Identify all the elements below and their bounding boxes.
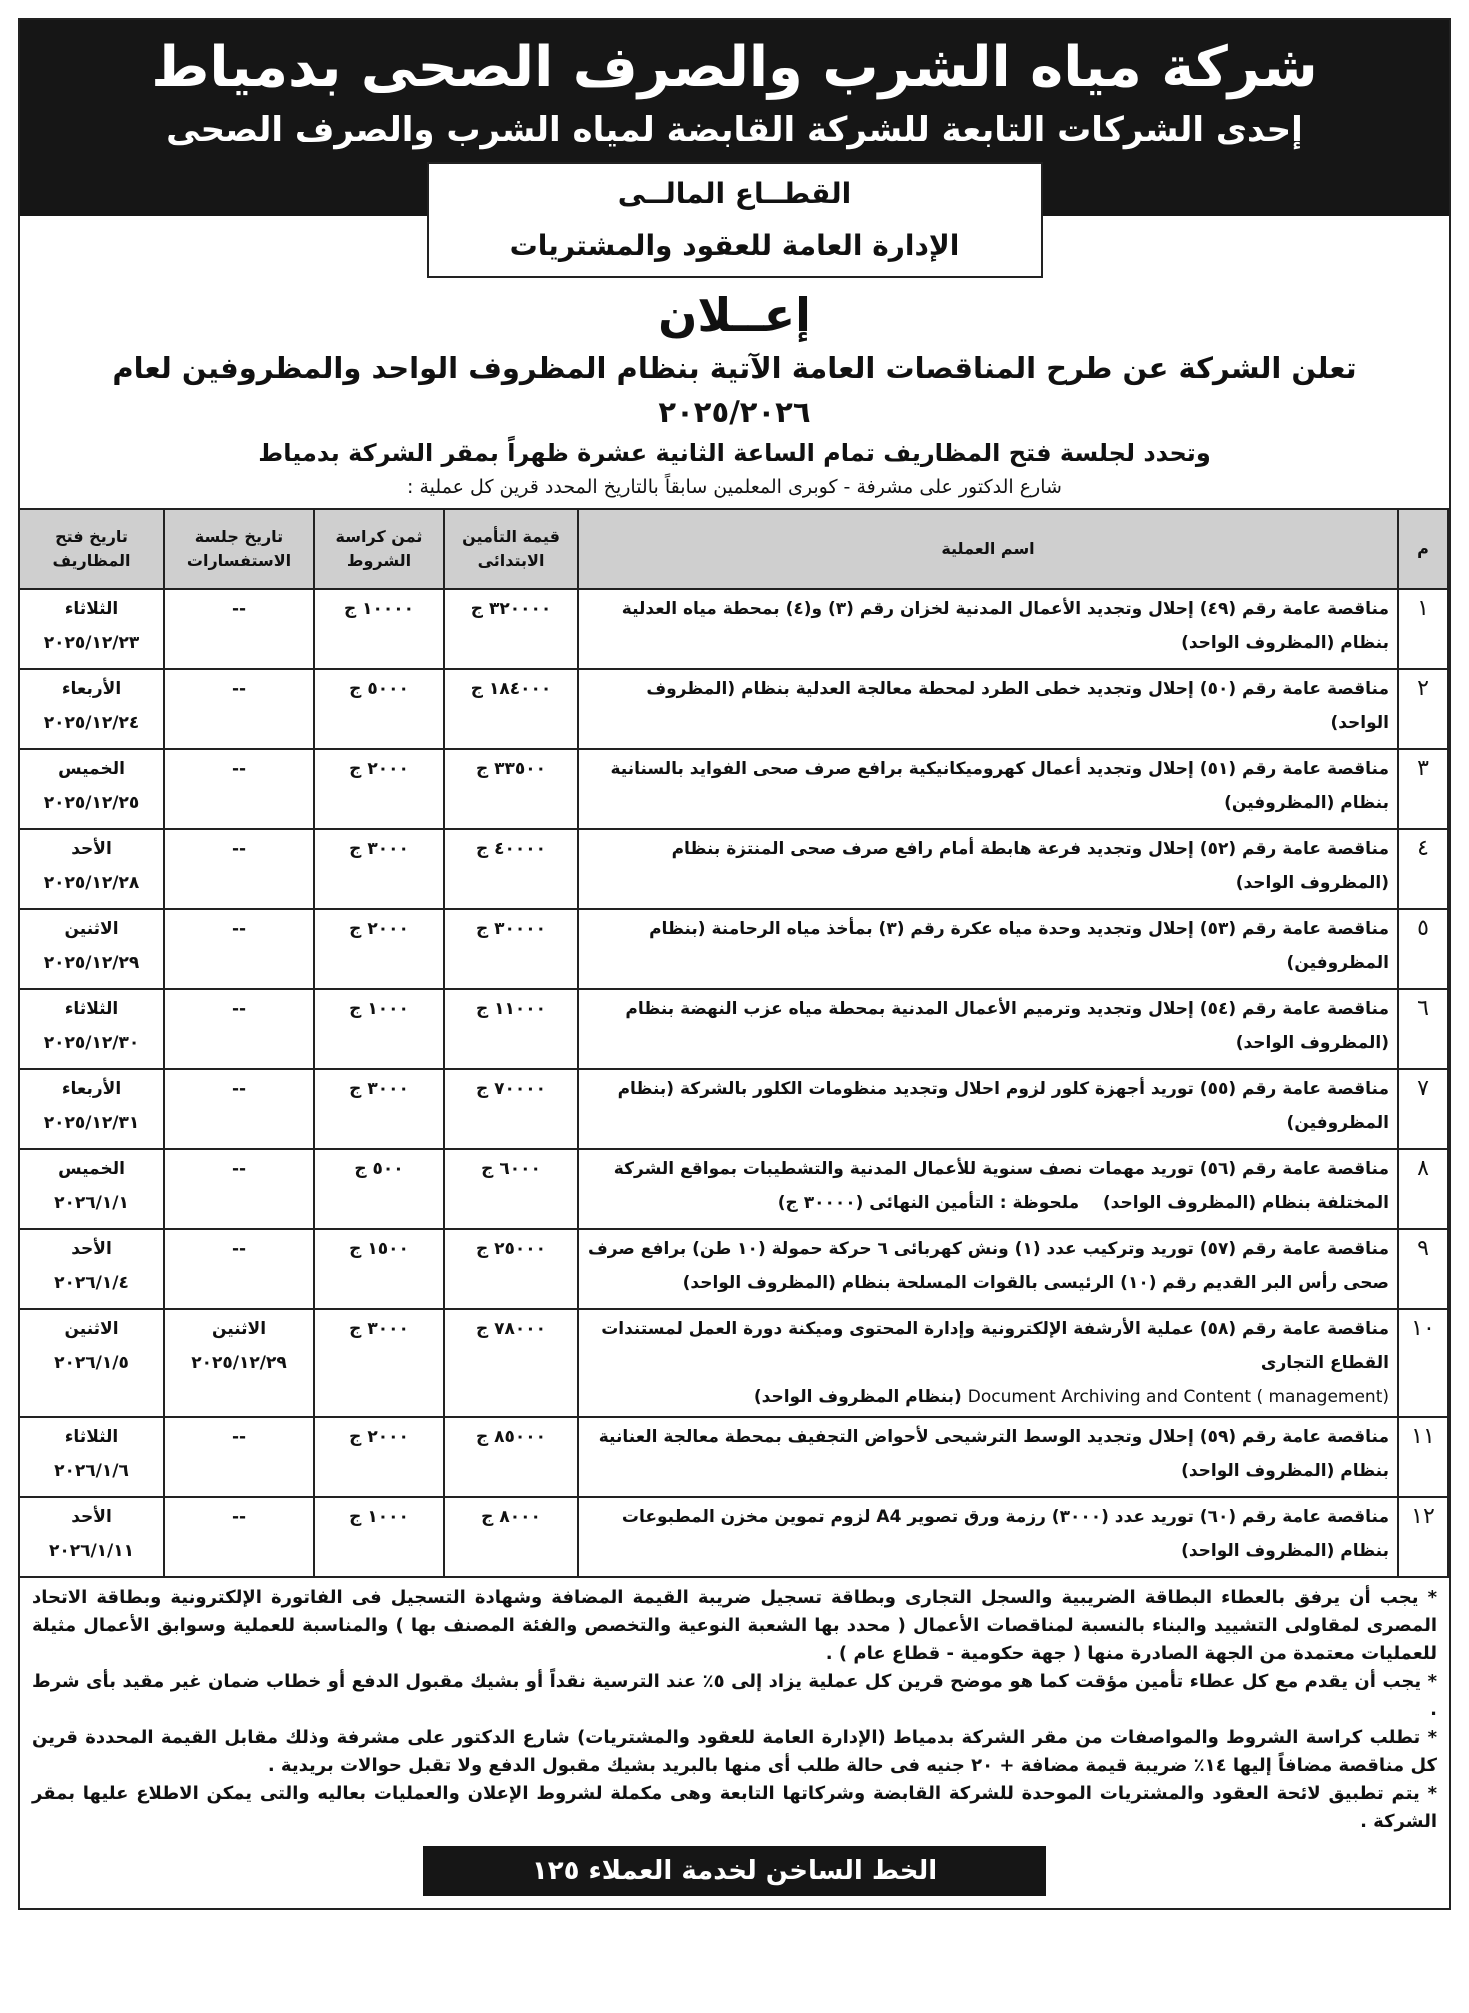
insurance-value: ٢٥٠٠٠ ج [444, 1229, 578, 1309]
inquiry-date: -- [231, 759, 247, 779]
row-number: ٣ [1398, 749, 1448, 829]
header-inquiry: تاريخ جلسة الاستفسارات [164, 509, 314, 589]
company-name: شركة مياه الشرب والصرف الصحى بدمياط [151, 35, 1318, 100]
opening-cell [19, 989, 164, 1069]
inquiry-cell [164, 1497, 314, 1577]
table-row [19, 1309, 1448, 1417]
opening-day: الثلاثاء [64, 999, 119, 1019]
table-row [19, 589, 1448, 669]
announcement-line-1: تعلن الشركة عن طرح المناقصات العامة الآتية بنظام المظروف الواحد والمظروفين لعام ٢٠٢٥/٢٠٢٦ [112, 351, 1357, 429]
opening-day: الثلاثاء [64, 1427, 119, 1447]
opening-date: ٢٠٢٥/١٢/٢٣ [43, 633, 140, 653]
inquiry-date: -- [231, 1427, 247, 1447]
opening-date: ٢٠٢٥/١٢/٢٥ [43, 793, 140, 813]
booklet-price: ٥٠٠ ج [314, 1149, 444, 1229]
tender-name: مناقصة عامة رقم (٥٢) إحلال وتجديد فرعة هابطة أمام رافع صرف صحى المنتزة بنظام (المظروف الواحد) [671, 839, 1389, 893]
inquiry-date: -- [231, 839, 247, 859]
table-row [19, 1417, 1448, 1497]
table-row [19, 989, 1448, 1069]
inquiry-date: -- [231, 1239, 247, 1259]
note: * يتم تطبيق لائحة العقود والمشتريات الموحدة للشركة القابضة وشركاتها التابعة وهى مكملة لشروط الإعلان والعمليات بعاليه والتى يمكن الاطلاع عليها بمقر الشركة . [32, 1783, 1437, 1832]
opening-day: الأربعاء [61, 679, 122, 699]
inquiry-date: -- [231, 1507, 247, 1527]
inquiry-date: ٢٠٢٥/١٢/٢٩ [191, 1353, 287, 1373]
ad-border [18, 18, 1451, 1910]
table-header-row [19, 509, 1448, 589]
inquiry-cell [164, 589, 314, 669]
inquiry-cell [164, 669, 314, 749]
tender-name: مناقصة عامة رقم (٥٣) إحلال وتجديد وحدة مياه عكرة رقم (٣) بمأخذ مياه الرحامنة (بنظام المظروفين) [649, 919, 1389, 973]
opening-day: الاثنين [64, 1319, 119, 1339]
notes [20, 1578, 1449, 1840]
header-opening: تاريخ فتح المظاريف [19, 509, 164, 589]
booklet-price: ٢٠٠٠ ج [314, 1417, 444, 1497]
opening-date: ٢٠٢٥/١٢/٢٤ [43, 713, 140, 733]
opening-date: ٢٠٢٥/١٢/٣١ [43, 1113, 140, 1133]
booklet-price: ٣٠٠٠ ج [314, 1069, 444, 1149]
opening-day: الأحد [71, 839, 112, 859]
opening-cell [19, 589, 164, 669]
department-box [427, 162, 1043, 278]
tender-name: مناقصة عامة رقم (٥١) إحلال وتجديد أعمال كهروميكانيكية برافع صرف صحى الفوايد بالسنانية بنظام (المظروفين) [610, 759, 1389, 813]
inquiry-date: -- [231, 1079, 247, 1099]
booklet-price: ٥٠٠٠ ج [314, 669, 444, 749]
tender-name-tail: (بنظام المظروف الواحد) [753, 1387, 962, 1407]
tender-name-cell [578, 989, 1398, 1069]
insurance-value: ٣٢٠٠٠٠ ج [444, 589, 578, 669]
row-number: ٨ [1398, 1149, 1448, 1229]
tender-name-cell [578, 669, 1398, 749]
table-row [19, 1149, 1448, 1229]
opening-date: ٢٠٢٥/١٢/٣٠ [43, 1033, 140, 1053]
row-number: ٦ [1398, 989, 1448, 1069]
opening-cell [19, 669, 164, 749]
insurance-value: ١١٠٠٠ ج [444, 989, 578, 1069]
table-row [19, 909, 1448, 989]
insurance-value: ٨٠٠٠ ج [444, 1497, 578, 1577]
booklet-price: ٣٠٠٠ ج [314, 829, 444, 909]
header-banner [20, 20, 1449, 278]
opening-cell [19, 829, 164, 909]
department-name: الإدارة العامة للعقود والمشتريات [509, 229, 960, 262]
tender-name-cell [578, 909, 1398, 989]
tender-name-cell [578, 1149, 1398, 1229]
inquiry-date: -- [231, 679, 247, 699]
opening-day: الأحد [71, 1239, 112, 1259]
table-row [19, 1069, 1448, 1149]
booklet-price: ١٠٠٠٠ ج [314, 589, 444, 669]
insurance-value: ٣٣٥٠٠ ج [444, 749, 578, 829]
opening-day: الخميس [58, 759, 125, 779]
inquiry-date: -- [231, 999, 247, 1019]
header-booklet: ثمن كراسة الشروط [314, 509, 444, 589]
announcement-title: إعــلان [658, 288, 811, 342]
opening-date: ٢٠٢٥/١٢/٢٩ [43, 953, 140, 973]
tender-note: ملحوظة : التأمين النهائى (٣٠٠٠٠ ج) [777, 1193, 1080, 1213]
hotline-banner: الخط الساخن لخدمة العملاء ١٢٥ [423, 1846, 1046, 1896]
table-row [19, 1229, 1448, 1309]
insurance-value: ٧٨٠٠٠ ج [444, 1309, 578, 1417]
table-row [19, 749, 1448, 829]
tender-name: مناقصة عامة رقم (٥٧) توريد وتركيب عدد (١) ونش كهربائى ٦ حركة حمولة (١٠ طن) برافع صرف صحى رأس البر القديم رقم (١٠) الرئيسى بالقوات المسلحة بنظام (المظروف الواحد) [588, 1239, 1389, 1293]
inquiry-cell [164, 1149, 314, 1229]
inquiry-day: الاثنين [211, 1319, 267, 1339]
opening-cell [19, 1417, 164, 1497]
announcement-line-3: شارع الدكتور على مشرفة - كوبرى المعلمين سابقاً بالتاريخ المحدد قرين كل عملية : [407, 476, 1062, 498]
tender-name-english: Document Archiving and Content ( management) [967, 1387, 1389, 1407]
tender-name: مناقصة عامة رقم (٥٨) عملية الأرشفة الإلكترونية وإدارة المحتوى وميكنة دورة العمل لمستندات القطاع التجارى [601, 1319, 1389, 1373]
opening-date: ٢٠٢٦/١/٤ [54, 1273, 129, 1293]
opening-day: الأربعاء [61, 1079, 122, 1099]
opening-cell [19, 909, 164, 989]
opening-cell [19, 1309, 164, 1417]
opening-cell [19, 1069, 164, 1149]
inquiry-cell [164, 1069, 314, 1149]
tender-name-cell [578, 1229, 1398, 1309]
row-number: ٥ [1398, 909, 1448, 989]
booklet-price: ١٠٠٠ ج [314, 989, 444, 1069]
row-number: ٧ [1398, 1069, 1448, 1149]
inquiry-date: -- [231, 1159, 247, 1179]
row-number: ٩ [1398, 1229, 1448, 1309]
opening-cell [19, 749, 164, 829]
header-number: م [1398, 509, 1448, 589]
tender-name-cell [578, 1497, 1398, 1577]
insurance-value: ٧٠٠٠٠ ج [444, 1069, 578, 1149]
tender-name-cell [578, 829, 1398, 909]
insurance-value: ٦٠٠٠ ج [444, 1149, 578, 1229]
opening-date: ٢٠٢٥/١٢/٢٨ [43, 873, 140, 893]
tender-name: مناقصة عامة رقم (٥٥) توريد أجهزة كلور لزوم احلال وتجديد منظومات الكلور بالشركة (بنظام المظروفين) [617, 1079, 1389, 1133]
row-number: ٤ [1398, 829, 1448, 909]
note: * تطلب كراسة الشروط والمواصفات من مقر الشركة بدمياط (الإدارة العامة للعقود والمشتريات) شارع الدكتور على مشرفة وذلك مقابل القيمة المحددة قرين كل مناقصة مضافاً إليها ١٤٪ ضريبة قيمة مضافة + ٢٠ جنيه فى حالة طلب أى منها بالبريد بشيك مقبول الدفع ولا تقبل حوالات بريدية . [32, 1727, 1437, 1776]
row-number: ١١ [1398, 1417, 1448, 1497]
row-number: ٢ [1398, 669, 1448, 749]
booklet-price: ٢٠٠٠ ج [314, 909, 444, 989]
tender-name: مناقصة عامة رقم (٥٤) إحلال وتجديد وترميم الأعمال المدنية بمحطة مياه عزب النهضة بنظام (المظروف الواحد) [625, 999, 1389, 1053]
insurance-value: ١٨٤٠٠٠ ج [444, 669, 578, 749]
opening-date: ٢٠٢٦/١/١١ [48, 1541, 135, 1561]
opening-cell [19, 1229, 164, 1309]
company-affiliation: إحدى الشركات التابعة للشركة القابضة لمياه الشرب والصرف الصحى [166, 110, 1303, 150]
booklet-price: ١٥٠٠ ج [314, 1229, 444, 1309]
tenders-table [18, 508, 1449, 1578]
inquiry-date: -- [231, 599, 247, 619]
insurance-value: ٣٠٠٠٠ ج [444, 909, 578, 989]
inquiry-cell [164, 749, 314, 829]
inquiry-cell [164, 1309, 314, 1417]
tender-name: مناقصة عامة رقم (٦٠) توريد عدد (٣٠٠٠) رزمة ورق تصوير A4 لزوم تموين مخزن المطبوعات بنظام (المظروف الواحد) [621, 1507, 1389, 1561]
row-number: ١ [1398, 589, 1448, 669]
opening-date: ٢٠٢٦/١/٦ [54, 1461, 129, 1481]
tender-name-cell [578, 749, 1398, 829]
row-number: ١٢ [1398, 1497, 1448, 1577]
opening-cell [19, 1149, 164, 1229]
tender-name-cell [578, 589, 1398, 669]
announcement-line-2: وتحدد لجلسة فتح المظاريف تمام الساعة الثانية عشرة ظهراً بمقر الشركة بدمياط [258, 439, 1211, 467]
note: * يجب أن يرفق بالعطاء البطاقة الضريبية والسجل التجارى وبطاقة تسجيل ضريبة القيمة المضافة وشهادة التسجيل فى الفاتورة الإلكترونية وبطاقة الاتحاد المصرى لمقاولى التشييد والبناء بالنسبة لمناقصات الأعمال ( محدد بها الشعبة النوعية والتخصص والفئة المصنف بها ) والمناسبة للعملية وسوابق الأعمال مثيلة للعمليات معتمدة من الجهة الصادرة منها ( جهة حكومية - قطاع عام ) . [32, 1587, 1437, 1664]
inquiry-cell [164, 829, 314, 909]
booklet-price: ٢٠٠٠ ج [314, 749, 444, 829]
booklet-price: ١٠٠٠ ج [314, 1497, 444, 1577]
table-row [19, 1497, 1448, 1577]
inquiry-cell [164, 909, 314, 989]
insurance-value: ٤٠٠٠٠ ج [444, 829, 578, 909]
inquiry-cell [164, 1229, 314, 1309]
tender-name: مناقصة عامة رقم (٤٩) إحلال وتجديد الأعمال المدنية لخزان رقم (٣) و(٤) بمحطة مياه العدلية بنظام (المظروف الواحد) [621, 599, 1389, 653]
opening-cell [19, 1497, 164, 1577]
tender-name-cell [578, 1069, 1398, 1149]
inquiry-cell [164, 989, 314, 1069]
opening-date: ٢٠٢٦/١/٥ [54, 1353, 129, 1373]
opening-day: الاثنين [64, 919, 119, 939]
opening-day: الخميس [58, 1159, 125, 1179]
opening-day: الثلاثاء [64, 599, 119, 619]
tender-name: مناقصة عامة رقم (٥٠) إحلال وتجديد خطى الطرد لمحطة معالجة العدلية بنظام (المظروف الواحد) [646, 679, 1389, 733]
inquiry-date: -- [231, 919, 247, 939]
row-number: ١٠ [1398, 1309, 1448, 1417]
opening-day: الأحد [71, 1507, 112, 1527]
table-row [19, 669, 1448, 749]
opening-date: ٢٠٢٦/١/١ [54, 1193, 129, 1213]
booklet-price: ٣٠٠٠ ج [314, 1309, 444, 1417]
insurance-value: ٨٥٠٠٠ ج [444, 1417, 578, 1497]
tender-name: مناقصة عامة رقم (٥٩) إحلال وتجديد الوسط الترشيحى لأحواض التجفيف بمحطة معالجة العنانية بنظام (المظروف الواحد) [598, 1427, 1389, 1481]
inquiry-cell [164, 1417, 314, 1497]
tender-name: مناقصة عامة رقم (٥٦) توريد مهمات نصف سنوية للأعمال المدنية والتشطيبات بمواقع الشركة المختلفة بنظام (المظروف الواحد) [613, 1159, 1389, 1213]
header-name: اسم العملية [578, 509, 1398, 589]
sector-name: القطــاع المالــى [617, 177, 852, 210]
table-row [19, 829, 1448, 909]
tender-name-cell [578, 1309, 1398, 1417]
note: * يجب أن يقدم مع كل عطاء تأمين مؤقت كما هو موضح قرين كل عملية يزاد إلى ٥٪ عند الترسية نقداً أو بشيك مقبول الدفع أو خطاب ضمان غير مقيد بأى شرط . [32, 1671, 1438, 1720]
header-insurance: قيمة التأمين الابتدائى [444, 509, 578, 589]
tender-name-cell [578, 1417, 1398, 1497]
